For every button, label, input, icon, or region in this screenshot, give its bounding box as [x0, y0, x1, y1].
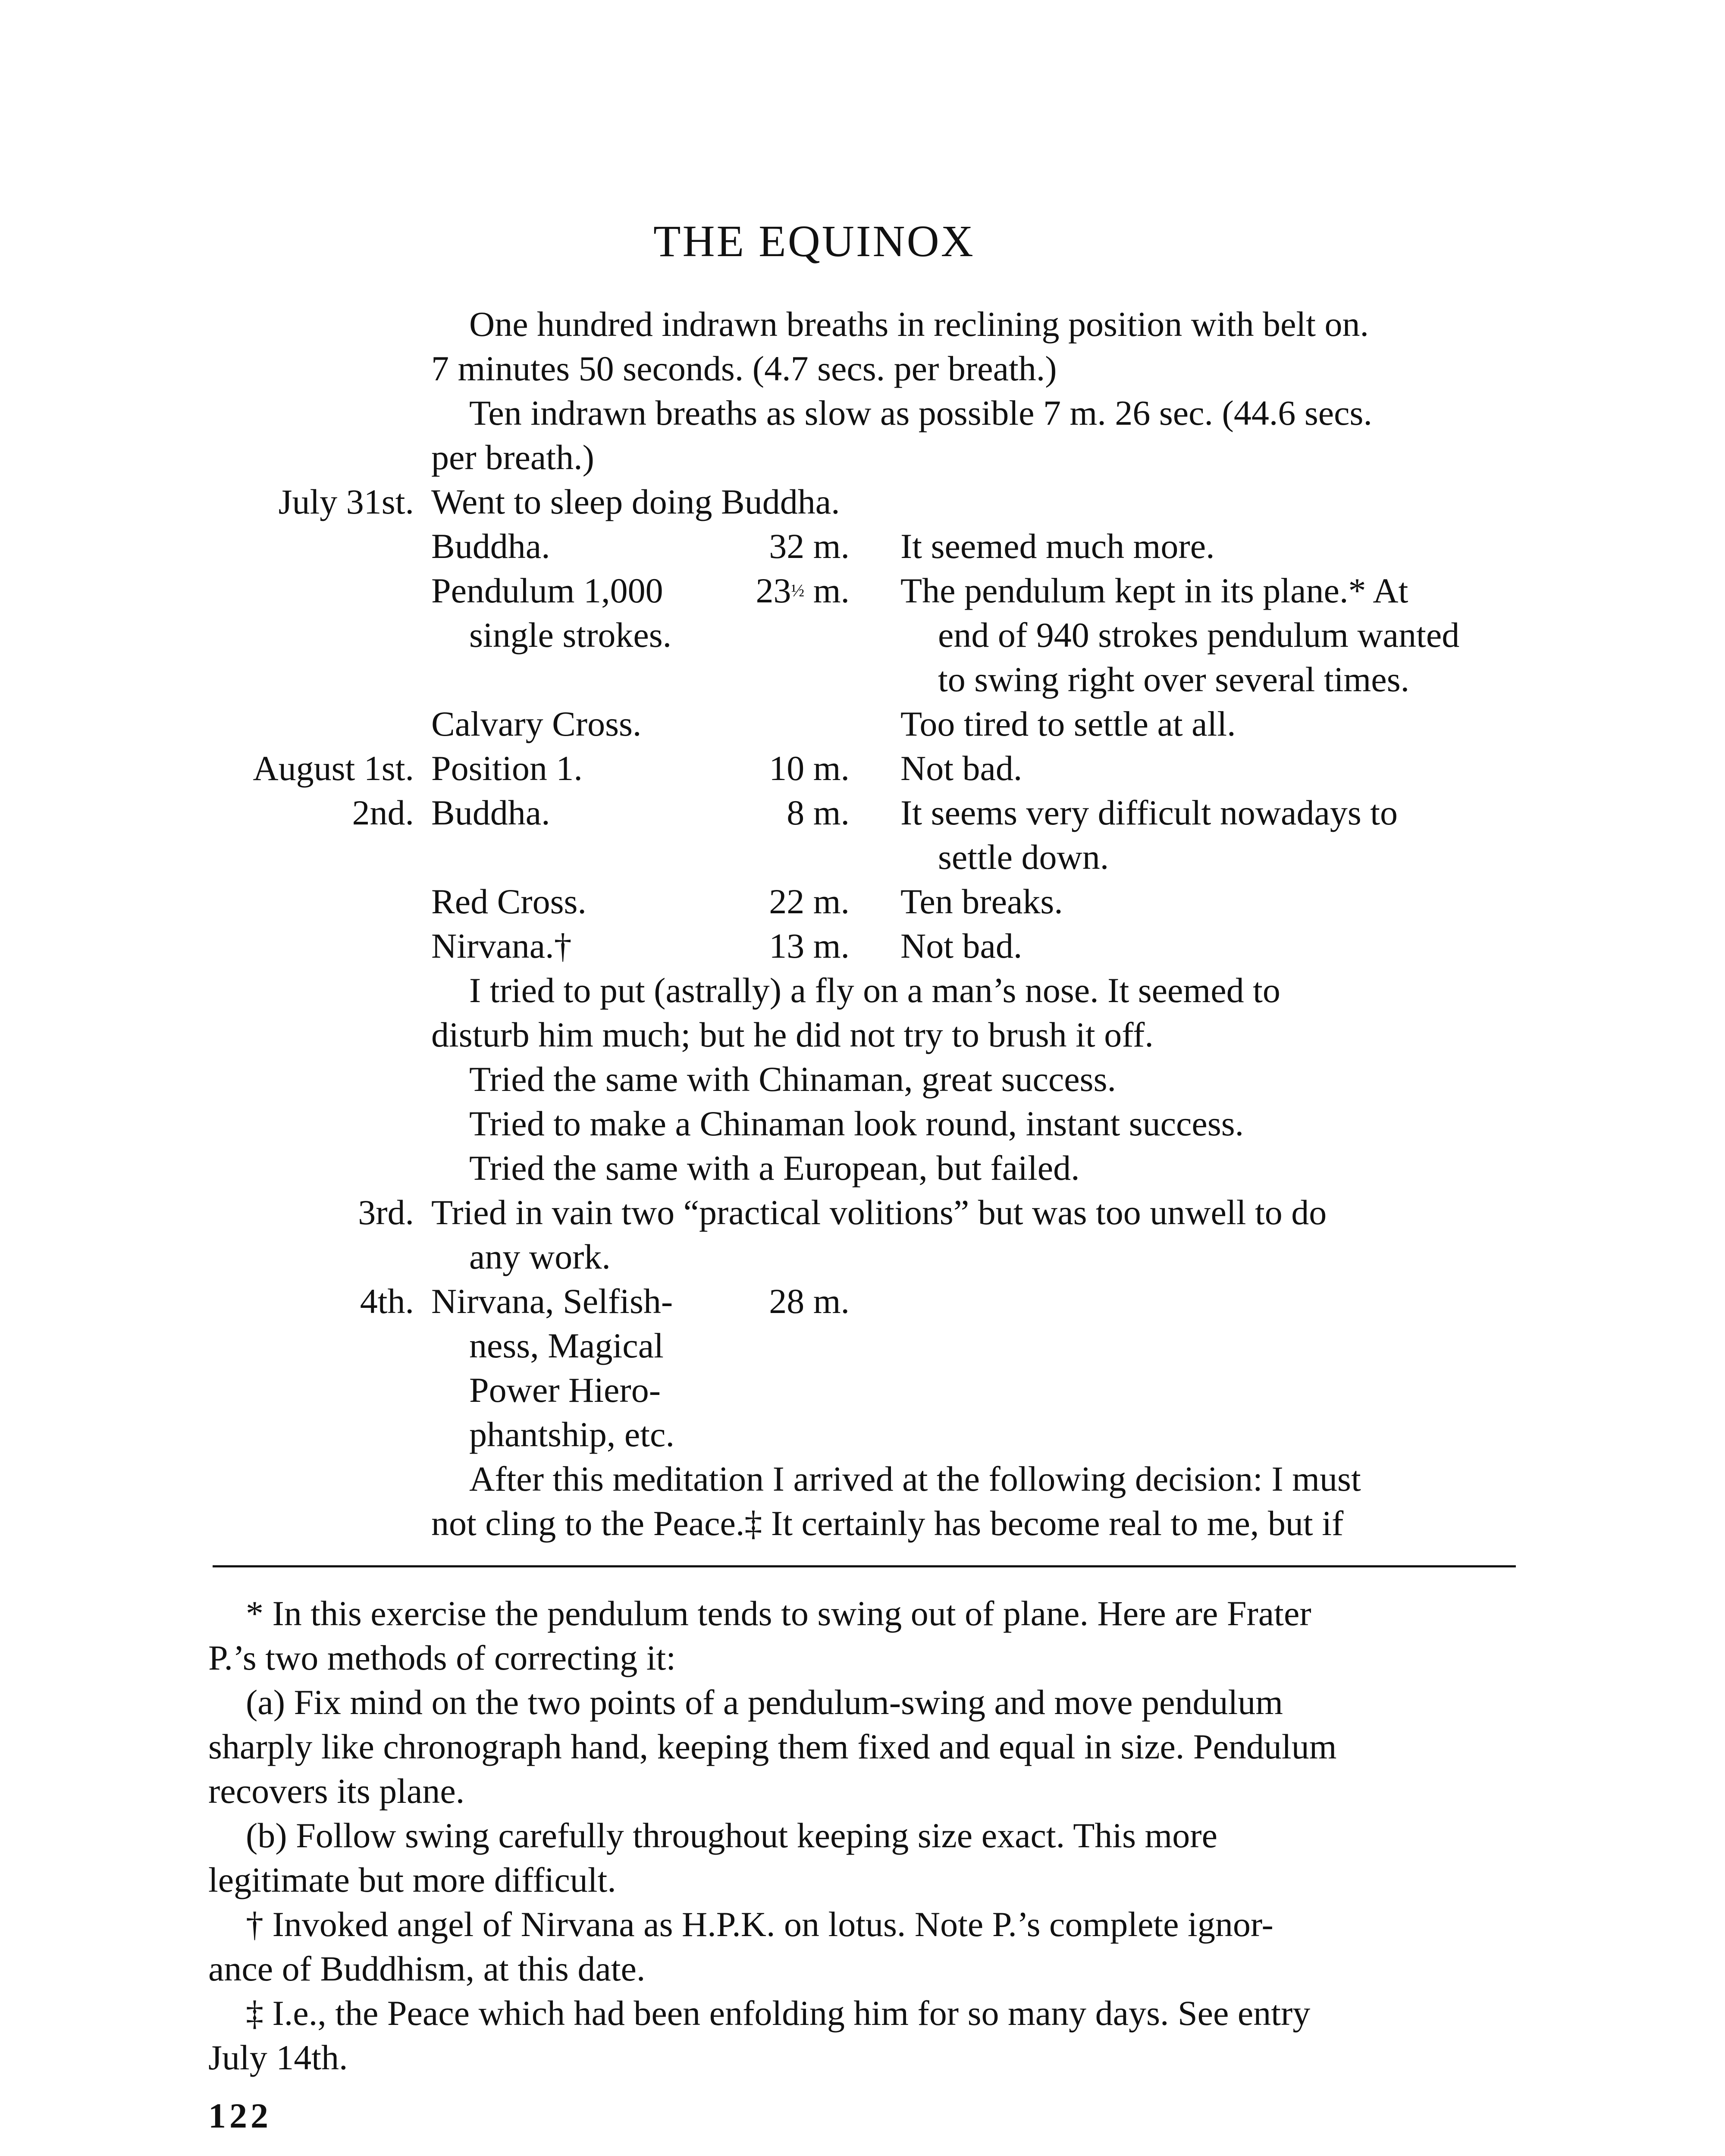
practice-note: It seemed much more. — [900, 526, 1215, 566]
duration-fraction: ½ — [791, 580, 805, 600]
practice-note: Too tired to settle at all. — [900, 704, 1236, 743]
practice-note: end of 940 strokes pendulum wanted — [938, 615, 1460, 655]
practice-name: phantship, etc. — [469, 1415, 674, 1454]
intro-line: 7 minutes 50 seconds. (4.7 secs. per breath.) — [431, 349, 1057, 388]
page-title: THE EQUINOX — [653, 216, 975, 266]
paragraph-line: Tried the same with a European, but failed. — [469, 1148, 1080, 1188]
practice-name: Position 1. — [431, 749, 583, 788]
footnote-star: * In this exercise the pendulum tends to swing out of plane. Here are Frater — [246, 1594, 1311, 1633]
footnote-rule — [213, 1565, 1516, 1567]
paragraph-line: After this meditation I arrived at the following decision: I must — [469, 1459, 1361, 1498]
diary-entry-text: any work. — [469, 1237, 611, 1276]
footnote-double-dagger: ‡ I.e., the Peace which had been enfolding him for so many days. See entry — [246, 1993, 1311, 2033]
practice-note: The pendulum kept in its plane.* At — [900, 571, 1408, 610]
practice-note: Not bad. — [900, 926, 1022, 965]
footnote-double-dagger: July 14th. — [208, 2038, 348, 2077]
diary-entry-text: Went to sleep doing Buddha. — [431, 482, 840, 521]
diary-entry-text: Tried in vain two “practical volitions” but was too unwell to do — [431, 1193, 1327, 1232]
practice-name: Buddha. — [431, 793, 550, 832]
practice-note: to swing right over several times. — [938, 660, 1410, 699]
practice-name: ness, Magical — [469, 1326, 664, 1365]
diary-date: 3rd. — [358, 1193, 414, 1232]
intro-line: One hundred indrawn breaths in reclining position with belt on. — [469, 304, 1369, 344]
paragraph-line: Tried to make a Chinaman look round, instant success. — [469, 1104, 1244, 1143]
practice-name: Nirvana.† — [431, 926, 572, 965]
practice-name: Power Hiero- — [469, 1370, 661, 1410]
duration: 13 m. — [769, 926, 850, 965]
footnote-a: recovers its plane. — [208, 1771, 465, 1811]
footnote-star: P.’s two methods of correcting it: — [208, 1638, 676, 1677]
footnote-dagger: † Invoked angel of Nirvana as H.P.K. on lotus. Note P.’s complete ignor- — [246, 1905, 1273, 1944]
practice-name: single strokes. — [469, 615, 672, 655]
paragraph-line: not cling to the Peace.‡ It certainly has become real to me, but if — [431, 1504, 1344, 1543]
intro-line: Ten indrawn breaths as slow as possible 7 m. 26 sec. (44.6 secs. — [469, 393, 1372, 432]
paragraph-line: Tried the same with Chinaman, great success. — [469, 1059, 1116, 1099]
page-number: 122 — [208, 2096, 272, 2135]
diary-date: 4th. — [360, 1282, 414, 1321]
duration: 32 m. — [769, 526, 850, 566]
practice-note: settle down. — [938, 837, 1109, 877]
duration-unit: m. — [804, 571, 850, 610]
footnote-a: sharply like chronograph hand, keeping them fixed and equal in size. Pendulum — [208, 1727, 1337, 1766]
diary-date: August 1st. — [253, 749, 414, 788]
practice-name: Pendulum 1,000 — [431, 571, 663, 610]
practice-note: Ten breaks. — [900, 882, 1063, 921]
footnote-dagger: ance of Buddhism, at this date. — [208, 1949, 646, 1988]
paragraph-line: disturb him much; but he did not try to brush it off. — [431, 1015, 1154, 1054]
practice-note: Not bad. — [900, 749, 1022, 788]
intro-line: per breath.) — [431, 438, 594, 477]
practice-name: Buddha. — [431, 526, 550, 566]
practice-name: Calvary Cross. — [431, 704, 642, 743]
practice-name: Nirvana, Selfish- — [431, 1282, 673, 1321]
diary-date: July 31st. — [278, 482, 414, 521]
duration: 28 m. — [769, 1282, 850, 1321]
duration: 22 m. — [769, 882, 850, 921]
duration: 8 m. — [787, 793, 850, 832]
practice-name: Red Cross. — [431, 882, 586, 921]
duration-whole: 23 — [756, 571, 791, 610]
footnote-b: legitimate but more difficult. — [208, 1860, 616, 1899]
diary-date: 2nd. — [352, 793, 414, 832]
footnote-b: (b) Follow swing carefully throughout keeping size exact. This more — [246, 1816, 1217, 1855]
duration: 10 m. — [769, 749, 850, 788]
practice-note: It seems very difficult nowadays to — [900, 793, 1398, 832]
footnote-a: (a) Fix mind on the two points of a pendulum-swing and move pendulum — [246, 1683, 1283, 1722]
duration — [712, 568, 850, 613]
paragraph-line: I tried to put (astrally) a fly on a man’s nose. It seemed to — [469, 971, 1280, 1010]
